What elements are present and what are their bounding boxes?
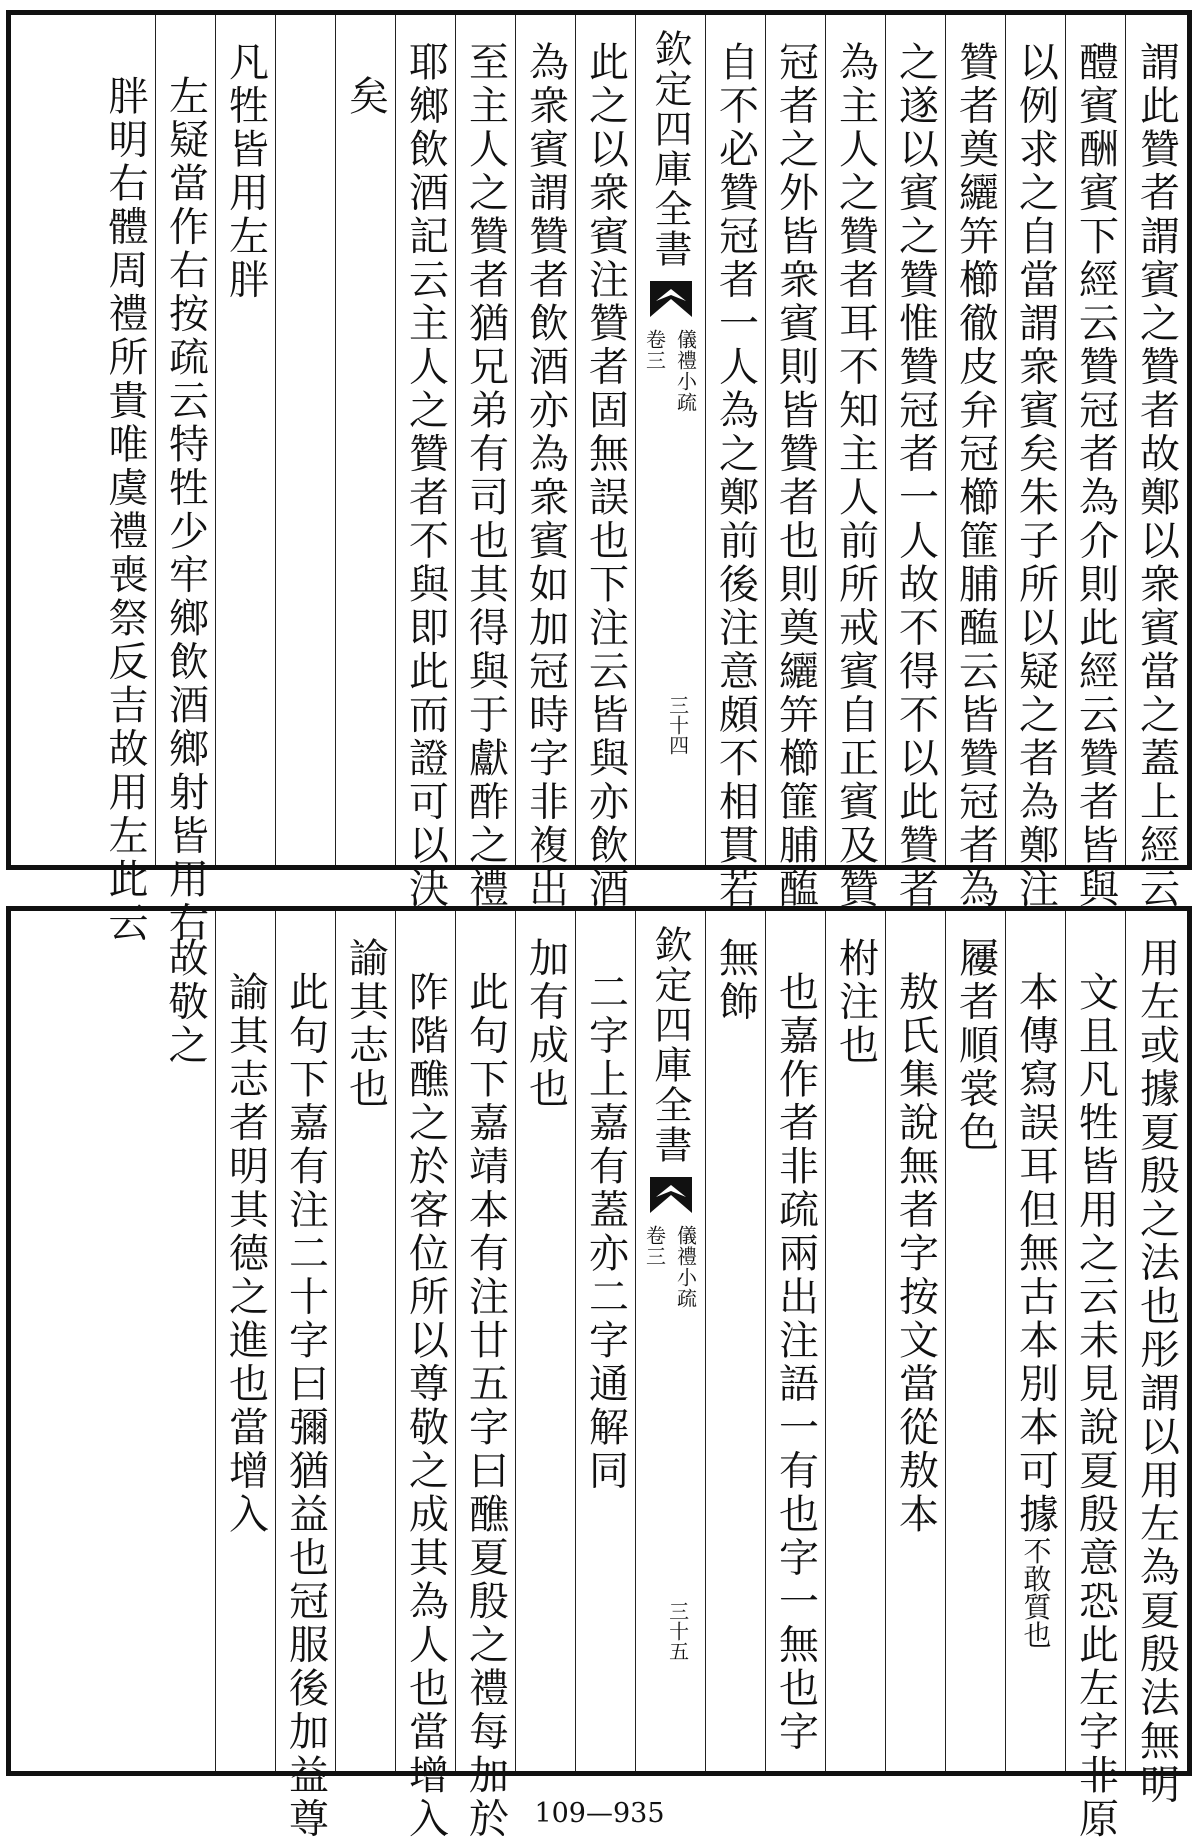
text-column: 也嘉作者非疏兩出注語一有也字一無也字 [765, 911, 825, 1771]
text-column: 左疑當作右按疏云特牲少牢鄉飲酒鄉射皆用右 [155, 15, 215, 865]
text-column: 諭其志者明其德之進也當增入 [215, 911, 275, 1771]
text-column: 此句下嘉靖本有注廿五字曰醮夏殷之禮每加於 [455, 911, 515, 1771]
text-column: 柎注也 [825, 911, 885, 1771]
text-column: 為主人之贊者耳不知主人前所戒賓自正賓及贊 [825, 15, 885, 865]
text-column: 諭其志也 [335, 911, 395, 1771]
leaf-number: 三十五 [665, 1601, 690, 1661]
center-fold [635, 911, 705, 1771]
page-number: 109—935 [534, 1798, 665, 1829]
text-column: 本傳寫誤耳但無古本別本可據不敢質也 [1005, 911, 1065, 1771]
text-column: 自不必贊冠者一人為之鄭前後注意頗不相貫若 [705, 15, 765, 865]
text-column: 以例求之自當謂衆賓矣朱子所以疑之者為鄭注 [1005, 15, 1065, 865]
text-column: 此之以衆賓注贊者固無誤也下注云皆與亦飲酒 [575, 15, 635, 865]
text-column: 屨者順裳色 [945, 911, 1005, 1771]
text-column: 耶鄉飲酒記云主人之贊者不與即此而證可以決 [395, 15, 455, 865]
fish-tail-icon [648, 1175, 694, 1215]
text-column: 加有成也 [515, 911, 575, 1771]
text-column: 用左或據夏殷之法也彤謂以用左為夏殷法無明 [1125, 911, 1187, 1771]
text-column: 無飾 [705, 911, 765, 1771]
text-column: 醴賓酬賓下經云贊冠者為介則此經云贊者皆與 [1065, 15, 1125, 865]
text-column: 贊者奠纚笄櫛徹皮弁冠櫛篚脯醢云皆贊冠者為 [945, 15, 1005, 865]
text-column: 二字上嘉有蓋亦二字通解同 [575, 911, 635, 1771]
text-column: 故敬之 [162, 937, 208, 1068]
text-column: 文且凡牲皆用之云未見說夏殷意恐此左字非原 [1065, 911, 1125, 1771]
text-column: 凡牲皆用左胖 [215, 15, 275, 865]
volume-label: 儀禮小疏 卷三 [642, 329, 698, 413]
text-column: 敖氏集說無者字按文當從敖本 [885, 911, 945, 1771]
small-note: 不敢質也 [1019, 1536, 1053, 1649]
text-column: 謂此贊者謂賓之贊者故鄭以衆賓當之蓋上經云 [1125, 15, 1187, 865]
top-page [6, 10, 1192, 945]
book-title: 欽定四庫全書 [648, 925, 692, 1165]
text-column: 至主人之贊者猶兄弟有司也其得與于獻酢之禮 [455, 15, 515, 865]
text-column: 阼階醮之於客位所以尊敬之成其為人也當增入 [395, 911, 455, 1771]
text-column: 冠者之外皆衆賓則皆贊者也則奠纚笄櫛篚脯醢 [765, 15, 825, 865]
text-column: 矣 [335, 15, 395, 865]
text-column: 之遂以賓之贊惟贊冠者一人故不得不以此贊者 [885, 15, 945, 865]
leaf-number: 三十四 [665, 695, 690, 755]
fish-tail-icon [648, 279, 694, 319]
book-title: 欽定四庫全書 [648, 29, 692, 269]
text-column: 為衆賓謂贊者飲酒亦為衆賓如加冠時字非複出 [515, 15, 575, 865]
center-fold [635, 15, 705, 865]
text-column [275, 15, 335, 865]
volume-label: 儀禮小疏 卷三 [642, 1225, 698, 1309]
text-column: 胖明右體周禮所貴唯虞禮喪祭反吉故用左此云 [102, 75, 148, 945]
text-column: 此句下嘉有注二十字曰彌猶益也冠服後加益尊 [275, 911, 335, 1771]
